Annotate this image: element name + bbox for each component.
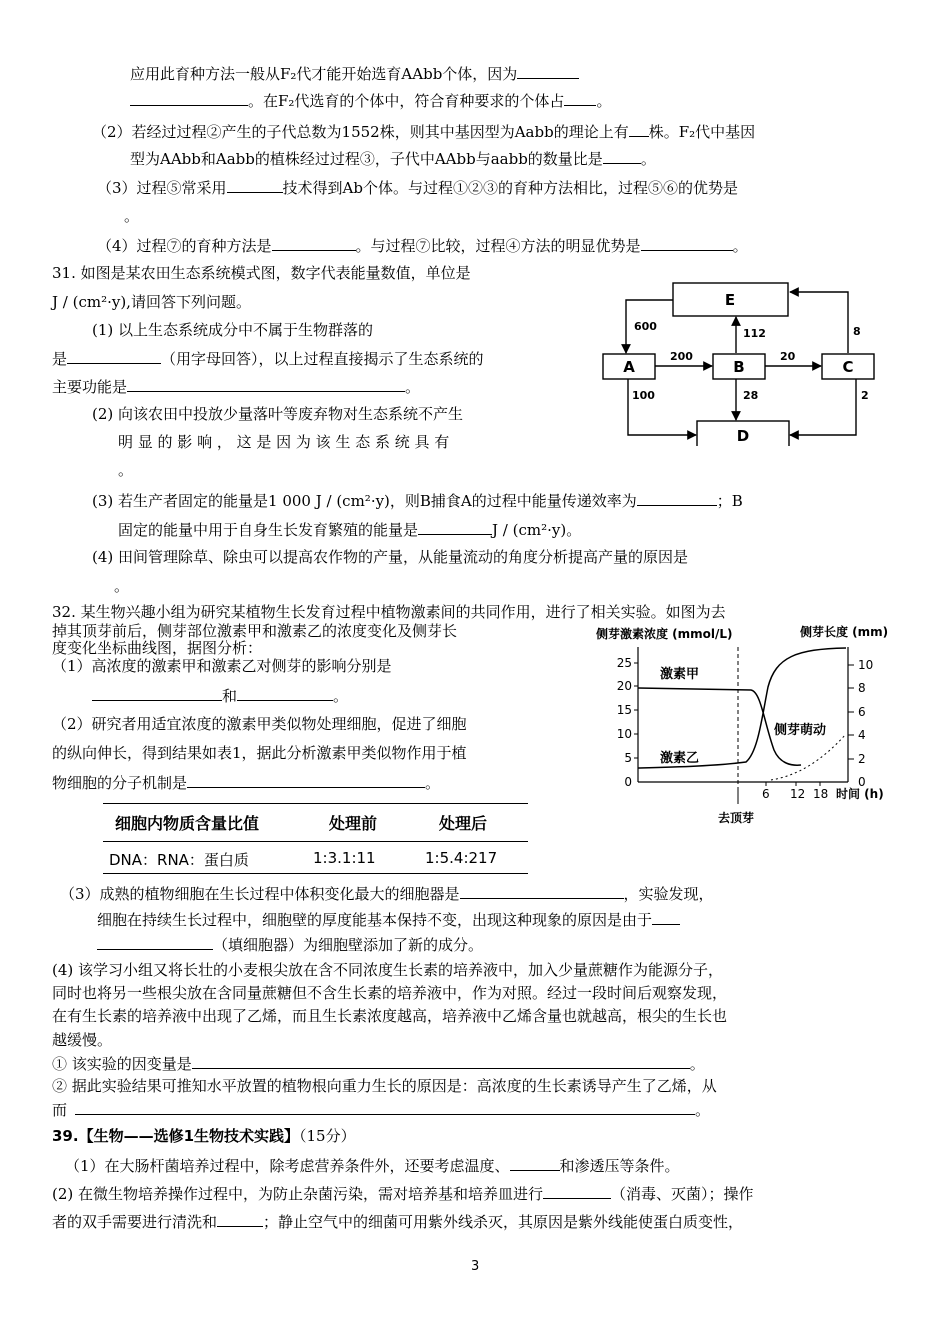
y-tick-left: 10 xyxy=(616,727,632,741)
flow-label-20: 20 xyxy=(780,350,796,363)
table-cell: 1:3.1:11 xyxy=(313,849,376,867)
arrow-c-e xyxy=(790,292,848,353)
text-line: 物细胞的分子机制是 。 xyxy=(52,774,441,792)
hormone-b-curve xyxy=(638,648,846,768)
text-line: 在有生长素的培养液中出现了乙烯，而且生长素浓度越高，培养液中乙烯含量也就越高，根尖的生长也 xyxy=(52,1007,728,1025)
hormone-chart xyxy=(596,622,916,828)
text-line: (1) 以上生态系统成分中不属于生物群落的 xyxy=(92,321,374,339)
text-line: 同时也将另一些根尖放在含同量蔗糖但不含生长素的培养液中，作为对照。经过一段时间后观察发现， xyxy=(52,984,728,1002)
flow-label-200: 200 xyxy=(670,350,693,363)
y-tick-left: 20 xyxy=(616,679,632,693)
text-line: 型为AAbb和Aabb的植株经过过程③，子代中AAbb与aabb的数量比是 。 xyxy=(130,150,656,168)
bud-sprout-label: 侧芽萌动 xyxy=(774,723,827,738)
y-tick-right: 2 xyxy=(858,752,866,766)
text-line: 主要功能是 。 xyxy=(52,378,421,396)
y-tick-right: 6 xyxy=(858,705,866,719)
flow-label-2: 2 xyxy=(861,389,869,402)
text-line: ① 该实验的因变量是 。 xyxy=(52,1055,705,1073)
text-line: 掉其顶芽前后，侧芽部位激素甲和激素乙的浓度变化及侧芽长 xyxy=(52,622,458,640)
node-e-label: E xyxy=(724,291,736,309)
arrow-a-d xyxy=(628,379,696,435)
node-b-label: B xyxy=(733,358,745,376)
text-line: 。 xyxy=(118,461,134,479)
table-header: 处理前 xyxy=(329,814,378,833)
arrow-c-d xyxy=(790,379,856,435)
y-tick-right: 4 xyxy=(858,728,866,742)
x-tick: 6 xyxy=(762,787,770,801)
flow-label-600: 600 xyxy=(634,320,657,333)
y-axis-right-label: 侧芽长度 (mm) xyxy=(800,625,889,639)
text-line: （3）成熟的植物细胞在生长过程中体积变化最大的细胞器是 ，实验发现， xyxy=(60,885,714,903)
text-line: 度变化坐标曲线图，据图分析： xyxy=(52,639,263,657)
text-line: 明 显 的 影 响 ， 这 是 因 为 该 生 态 系 统 具 有 xyxy=(118,433,450,451)
q32-stem: 32. 某生物兴趣小组为研究某植物生长发育过程中植物激素间的共同作用，进行了相关实验。如图为去 xyxy=(52,603,726,621)
table-cell: DNA：RNA：蛋白质 xyxy=(109,851,249,869)
ecosystem-diagram xyxy=(598,278,888,446)
q31-stem: 31. 如图是某农田生态系统模式图，数字代表能量数值，单位是 xyxy=(52,264,471,282)
node-a-label: A xyxy=(623,358,635,376)
x-tick: 18 xyxy=(813,787,829,801)
text-line: （2）研究者用适宜浓度的激素甲类似物处理细胞，促进了细胞 xyxy=(52,715,467,733)
text-line: 而 。 xyxy=(52,1101,711,1119)
x-tick: 12 xyxy=(790,787,806,801)
text-line: 。 xyxy=(114,577,130,595)
flow-label-8: 8 xyxy=(853,325,861,338)
text-line: ② 据此实验结果可推知水平放置的植物根向重力生长的原因是：高浓度的生长素诱导产生了乙烯，从 xyxy=(52,1077,717,1095)
hormone-b-label: 激素乙 xyxy=(660,751,700,766)
text-line: （1）高浓度的激素甲和激素乙对侧芽的影响分别是 xyxy=(52,657,392,675)
table-header: 细胞内物质含量比值 xyxy=(115,814,260,833)
text-line: （2）若经过过程②产生的子代总数为1552株，则其中基因型为Aabb的理论上有 株。F₂代中基因 xyxy=(92,123,756,141)
text-line: 。在F₂代选育的个体中，符合育种要求的个体占 。 xyxy=(130,90,611,111)
q31-unit: J / (cm²·y),请回答下列问题。 xyxy=(52,293,251,311)
flow-label-28: 28 xyxy=(743,389,759,402)
q39-heading: 39.【生物——选修1生物技术实践】（15分） xyxy=(52,1127,356,1145)
text-line: （填细胞器）为细胞壁添加了新的成分。 xyxy=(97,934,483,955)
text-line: （3）过程⑤常采用 技术得到Ab个体。与过程①②③的育种方法相比，过程⑤⑥的优势是 xyxy=(97,179,738,197)
bud-length-curve xyxy=(771,734,846,780)
text-line: (2) 在微生物培养操作过程中，为防止杂菌污染，需对培养基和培养皿进行 （消毒、灭菌）；操作 xyxy=(52,1185,754,1203)
x-axis-label: 时间 (h) xyxy=(836,787,884,801)
text-line: （4）过程⑦的育种方法是 。与过程⑦比较，过程④方法的明显优势是 。 xyxy=(97,237,748,255)
text-line: 者的双手需要进行清洗和 ；静止空气中的细菌可用紫外线杀灭，其原因是紫外线能使蛋白质变性， xyxy=(52,1213,744,1231)
decapitation-label: 去顶芽 xyxy=(718,811,755,825)
y-tick-right: 8 xyxy=(858,681,866,695)
text-line: 的纵向伸长，得到结果如表1，据此分析激素甲类似物作用于植 xyxy=(52,744,467,762)
text-line: 。 xyxy=(124,207,140,225)
text-line: (4) 该学习小组又将长壮的小麦根尖放在含不同浓度生长素的培养液中，加入少量蔗糖作为能源分子， xyxy=(52,961,724,979)
text-line: 越缓慢。 xyxy=(52,1031,113,1049)
y-tick-left: 5 xyxy=(624,751,632,765)
y-tick-right: 0 xyxy=(858,775,866,789)
text-line: (2) 向该农田中投放少量落叶等废弃物对生态系统不产生 xyxy=(92,405,464,423)
text-line: 固定的能量中用于自身生长发育繁殖的能量是 J / (cm²·y)。 xyxy=(118,521,582,539)
text-line: 细胞在持续生长过程中，细胞壁的厚度能基本保持不变，出现这种现象的原因是由于 xyxy=(97,909,680,930)
y-tick-left: 15 xyxy=(616,703,632,717)
flow-label-112: 112 xyxy=(743,327,766,340)
table-cell: 1:5.4:217 xyxy=(425,849,498,867)
text-line: 应用此育种方法一般从F₂代才能开始选育AAbb个体，因为 xyxy=(130,63,579,84)
hormone-a-label: 激素甲 xyxy=(660,667,700,682)
y-axis-left-label: 侧芽激素浓度 (mmol/L) xyxy=(596,627,733,641)
text-line: (3) 若生产者固定的能量是1 000 J / (cm²·y)，则B捕食A的过程中能量传递效率为 ；B xyxy=(92,492,743,510)
text-line: 是 （用字母回答），以上过程直接揭示了生态系统的 xyxy=(52,350,484,368)
y-tick-right: 10 xyxy=(858,658,874,672)
text-line: （1）在大肠杆菌培养过程中，除考虑营养条件外，还要考虑温度、 和渗透压等条件。 xyxy=(65,1157,680,1175)
node-d-label: D xyxy=(736,427,750,445)
text-line: 和 。 xyxy=(92,685,348,706)
table-header: 处理后 xyxy=(439,814,488,833)
node-c-label: C xyxy=(842,358,854,376)
page-number: 3 xyxy=(471,1259,480,1274)
y-tick-left: 0 xyxy=(624,775,632,789)
y-tick-left: 25 xyxy=(616,656,632,670)
text-line: (4) 田间管理除草、除虫可以提高农作物的产量，从能量流动的角度分析提高产量的原因是 xyxy=(92,548,689,566)
flow-label-100: 100 xyxy=(632,389,655,402)
